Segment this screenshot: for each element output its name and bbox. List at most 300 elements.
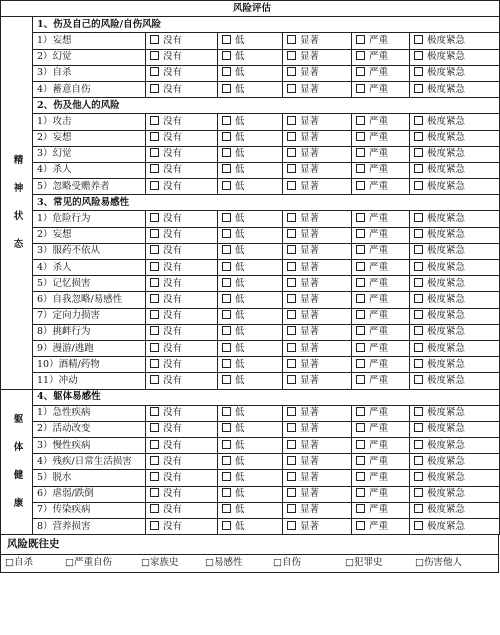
rating-option-cell[interactable]	[352, 162, 410, 178]
checkbox[interactable]	[222, 67, 231, 76]
rating-option-cell[interactable]	[410, 292, 500, 308]
rating-option-cell[interactable]	[352, 146, 410, 162]
checkbox[interactable]	[287, 294, 296, 303]
checkbox[interactable]	[150, 423, 159, 432]
rating-option-cell[interactable]	[146, 340, 218, 356]
checkbox[interactable]	[222, 278, 231, 287]
rating-option-cell[interactable]	[283, 49, 352, 65]
physical-health-label	[1, 389, 33, 535]
rating-option-cell[interactable]	[410, 340, 500, 356]
checkbox[interactable]	[287, 440, 296, 449]
checkbox[interactable]	[414, 132, 423, 141]
checkbox[interactable]	[414, 262, 423, 271]
checkbox[interactable]	[222, 116, 231, 125]
checkbox[interactable]	[414, 423, 423, 432]
rating-option-cell[interactable]	[218, 502, 283, 518]
rating-option-label: 没有	[163, 342, 183, 354]
checkbox[interactable]	[222, 229, 231, 238]
rating-option-cell[interactable]	[410, 49, 500, 65]
checkbox[interactable]	[356, 423, 365, 432]
checkbox[interactable]	[150, 440, 159, 449]
rating-option-cell[interactable]	[146, 421, 218, 437]
rating-option-cell[interactable]	[410, 373, 500, 389]
rating-option-label: 严重	[369, 439, 389, 451]
checkbox[interactable]	[287, 245, 296, 254]
checkbox[interactable]	[287, 472, 296, 481]
rating-option-cell[interactable]	[218, 470, 283, 486]
checkbox[interactable]	[150, 164, 159, 173]
checkbox[interactable]	[222, 343, 231, 352]
checkbox[interactable]	[356, 213, 365, 222]
rating-option-cell[interactable]	[352, 276, 410, 292]
rating-option-cell[interactable]	[283, 340, 352, 356]
risk-item-label: 4）杀人	[33, 162, 146, 178]
checkbox[interactable]	[287, 132, 296, 141]
rating-option-cell[interactable]	[352, 340, 410, 356]
checkbox[interactable]	[287, 148, 296, 157]
checkbox[interactable]	[222, 245, 231, 254]
checkbox[interactable]	[356, 504, 365, 513]
rating-option-cell[interactable]	[218, 276, 283, 292]
checkbox[interactable]	[222, 472, 231, 481]
rating-option-cell[interactable]	[283, 308, 352, 324]
checkbox[interactable]	[356, 262, 365, 271]
rating-option-cell[interactable]	[218, 438, 283, 454]
checkbox[interactable]	[287, 51, 296, 60]
checkbox[interactable]	[150, 67, 159, 76]
risk-item-row	[1, 33, 500, 49]
rating-option-cell[interactable]	[410, 502, 500, 518]
checkbox[interactable]	[150, 229, 159, 238]
history-option[interactable]: □严重自伤	[65, 557, 112, 569]
rating-option-cell[interactable]	[218, 292, 283, 308]
risk-item-row	[1, 438, 500, 454]
rating-option-cell[interactable]	[352, 470, 410, 486]
checkbox[interactable]	[150, 116, 159, 125]
rating-option-cell[interactable]	[410, 162, 500, 178]
checkbox[interactable]	[222, 181, 231, 190]
checkbox[interactable]	[356, 294, 365, 303]
checkbox[interactable]	[356, 51, 365, 60]
checkbox[interactable]	[414, 164, 423, 173]
rating-option-cell[interactable]	[352, 373, 410, 389]
checkbox[interactable]	[222, 375, 231, 384]
rating-option-cell[interactable]	[410, 227, 500, 243]
checkbox[interactable]	[150, 375, 159, 384]
rating-option-cell[interactable]	[218, 179, 283, 195]
rating-option-cell[interactable]	[410, 260, 500, 276]
checkbox[interactable]	[356, 456, 365, 465]
rating-option-cell[interactable]	[410, 486, 500, 502]
checkbox[interactable]	[287, 116, 296, 125]
checkbox[interactable]	[356, 67, 365, 76]
checkbox[interactable]	[356, 310, 365, 319]
rating-option-cell[interactable]	[283, 438, 352, 454]
rating-option-cell[interactable]	[283, 292, 352, 308]
rating-option-cell[interactable]	[283, 114, 352, 130]
checkbox[interactable]	[356, 245, 365, 254]
checkbox[interactable]	[414, 181, 423, 190]
rating-option-cell[interactable]	[146, 130, 218, 146]
checkbox[interactable]	[150, 278, 159, 287]
rating-option-label: 严重	[369, 455, 389, 467]
rating-option-cell[interactable]	[410, 470, 500, 486]
rating-option-cell[interactable]	[218, 260, 283, 276]
rating-option-cell[interactable]	[218, 65, 283, 81]
rating-option-label: 低	[235, 245, 245, 257]
checkbox[interactable]	[287, 375, 296, 384]
rating-option-cell[interactable]	[146, 243, 218, 259]
rating-option-cell[interactable]	[352, 324, 410, 340]
checkbox[interactable]	[356, 148, 365, 157]
checkbox[interactable]	[356, 181, 365, 190]
checkbox[interactable]	[414, 278, 423, 287]
rating-option-cell[interactable]	[352, 243, 410, 259]
rating-option-cell[interactable]	[410, 357, 500, 373]
checkbox[interactable]	[222, 35, 231, 44]
rating-option-cell[interactable]	[146, 292, 218, 308]
checkbox[interactable]	[287, 84, 296, 93]
checkbox[interactable]	[222, 132, 231, 141]
rating-option-cell[interactable]	[283, 519, 352, 535]
rating-option-cell[interactable]	[146, 260, 218, 276]
rating-option-cell[interactable]	[352, 211, 410, 227]
history-option[interactable]: □自伤	[273, 557, 301, 569]
checkbox[interactable]	[287, 326, 296, 335]
rating-option-cell[interactable]	[146, 146, 218, 162]
checkbox[interactable]	[356, 488, 365, 497]
checkbox[interactable]	[222, 51, 231, 60]
rating-option-cell[interactable]	[218, 340, 283, 356]
rating-option-cell[interactable]	[146, 502, 218, 518]
rating-option-cell[interactable]	[283, 260, 352, 276]
rating-option-cell[interactable]	[283, 405, 352, 421]
rating-option-cell[interactable]	[352, 519, 410, 535]
checkbox[interactable]	[356, 407, 365, 416]
checkbox[interactable]	[414, 343, 423, 352]
rating-option-cell[interactable]	[146, 438, 218, 454]
history-option[interactable]: □自杀	[5, 557, 33, 569]
checkbox[interactable]	[287, 488, 296, 497]
rating-option-cell[interactable]	[410, 519, 500, 535]
rating-option-cell[interactable]	[146, 519, 218, 535]
checkbox[interactable]	[414, 84, 423, 93]
rating-option-cell[interactable]	[283, 454, 352, 470]
rating-option-cell[interactable]	[146, 324, 218, 340]
checkbox[interactable]	[222, 213, 231, 222]
checkbox[interactable]	[150, 213, 159, 222]
checkbox[interactable]	[414, 359, 423, 368]
rating-option-cell[interactable]	[146, 486, 218, 502]
checkbox[interactable]	[287, 310, 296, 319]
checkbox[interactable]	[150, 262, 159, 271]
checkbox[interactable]	[414, 310, 423, 319]
rating-option-cell[interactable]	[410, 243, 500, 259]
checkbox[interactable]	[150, 84, 159, 93]
checkbox[interactable]	[222, 294, 231, 303]
checkbox[interactable]	[356, 359, 365, 368]
rating-option-cell[interactable]	[146, 405, 218, 421]
checkbox[interactable]	[150, 472, 159, 481]
rating-option-cell[interactable]	[283, 470, 352, 486]
checkbox[interactable]	[287, 164, 296, 173]
rating-option-cell[interactable]	[352, 454, 410, 470]
rating-option-cell[interactable]	[283, 33, 352, 49]
checkbox[interactable]	[150, 407, 159, 416]
checkbox[interactable]	[287, 359, 296, 368]
rating-option-cell[interactable]	[352, 357, 410, 373]
checkbox[interactable]	[150, 51, 159, 60]
rating-option-cell[interactable]	[410, 146, 500, 162]
rating-option-cell[interactable]	[283, 324, 352, 340]
checkbox[interactable]	[414, 245, 423, 254]
rating-option-cell[interactable]	[218, 227, 283, 243]
rating-option-cell[interactable]	[283, 421, 352, 437]
risk-item-label: 11）冲动	[33, 373, 146, 389]
checkbox[interactable]	[414, 294, 423, 303]
rating-option-cell[interactable]	[410, 65, 500, 81]
checkbox[interactable]	[150, 35, 159, 44]
rating-option-cell[interactable]	[146, 357, 218, 373]
rating-option-cell[interactable]	[410, 405, 500, 421]
rating-option-cell[interactable]	[146, 227, 218, 243]
rating-option-cell[interactable]	[410, 421, 500, 437]
rating-option-cell[interactable]	[146, 373, 218, 389]
checkbox[interactable]	[414, 440, 423, 449]
checkbox[interactable]	[287, 35, 296, 44]
rating-option-cell[interactable]	[218, 114, 283, 130]
rating-option-cell[interactable]	[218, 308, 283, 324]
checkbox[interactable]	[222, 488, 231, 497]
history-option[interactable]: □伤害他人	[415, 557, 462, 569]
rating-option-cell[interactable]	[218, 421, 283, 437]
rating-option-cell[interactable]	[218, 373, 283, 389]
checkbox[interactable]	[287, 343, 296, 352]
rating-option-cell[interactable]	[352, 65, 410, 81]
rating-option-cell[interactable]	[146, 81, 218, 97]
history-option[interactable]: □犯罪史	[345, 557, 383, 569]
rating-option-cell[interactable]	[410, 308, 500, 324]
checkbox[interactable]	[150, 343, 159, 352]
rating-option-cell[interactable]	[218, 486, 283, 502]
checkbox[interactable]	[222, 440, 231, 449]
checkbox[interactable]	[150, 245, 159, 254]
checkbox[interactable]	[150, 181, 159, 190]
checkbox[interactable]	[150, 456, 159, 465]
history-option[interactable]: □家族史	[141, 557, 179, 569]
checkbox[interactable]	[150, 310, 159, 319]
rating-option-cell[interactable]	[410, 114, 500, 130]
checkbox[interactable]	[287, 262, 296, 271]
checkbox[interactable]	[222, 326, 231, 335]
checkbox[interactable]	[287, 423, 296, 432]
checkbox[interactable]	[414, 116, 423, 125]
rating-option-cell[interactable]	[146, 49, 218, 65]
checkbox[interactable]	[414, 229, 423, 238]
checkbox[interactable]	[287, 213, 296, 222]
checkbox[interactable]	[356, 132, 365, 141]
checkbox[interactable]	[356, 521, 365, 530]
rating-option-cell[interactable]	[146, 308, 218, 324]
checkbox[interactable]	[287, 181, 296, 190]
checkbox[interactable]	[356, 229, 365, 238]
rating-option-cell[interactable]	[218, 405, 283, 421]
checkbox[interactable]	[414, 472, 423, 481]
rating-option-cell[interactable]	[352, 260, 410, 276]
checkbox[interactable]	[356, 35, 365, 44]
checkbox[interactable]	[414, 456, 423, 465]
rating-option-cell[interactable]	[218, 211, 283, 227]
rating-option-cell[interactable]	[283, 227, 352, 243]
checkbox[interactable]	[222, 359, 231, 368]
rating-option-cell[interactable]	[218, 454, 283, 470]
rating-option-cell[interactable]	[352, 421, 410, 437]
rating-option-cell[interactable]	[283, 276, 352, 292]
checkbox[interactable]	[356, 375, 365, 384]
rating-option-cell[interactable]	[352, 486, 410, 502]
rating-option-cell[interactable]	[218, 519, 283, 535]
checkbox[interactable]	[222, 148, 231, 157]
rating-option-cell[interactable]	[218, 33, 283, 49]
rating-option-cell[interactable]	[352, 49, 410, 65]
rating-option-cell[interactable]	[410, 179, 500, 195]
rating-option-cell[interactable]	[146, 114, 218, 130]
rating-option-cell[interactable]	[410, 211, 500, 227]
rating-option-cell[interactable]	[352, 114, 410, 130]
rating-option-cell[interactable]	[283, 65, 352, 81]
checkbox[interactable]	[356, 278, 365, 287]
rating-option-cell[interactable]	[283, 211, 352, 227]
rating-option-cell[interactable]	[283, 486, 352, 502]
checkbox[interactable]	[150, 294, 159, 303]
rating-option-cell[interactable]	[283, 179, 352, 195]
rating-option-cell[interactable]	[410, 324, 500, 340]
checkbox[interactable]	[356, 440, 365, 449]
rating-option-cell[interactable]	[283, 162, 352, 178]
rating-option-cell[interactable]	[352, 130, 410, 146]
checkbox[interactable]	[150, 359, 159, 368]
checkbox[interactable]	[356, 326, 365, 335]
rating-option-cell[interactable]	[352, 308, 410, 324]
checkbox[interactable]	[356, 116, 365, 125]
checkbox[interactable]	[222, 456, 231, 465]
rating-option-cell[interactable]	[410, 454, 500, 470]
checkbox[interactable]	[356, 343, 365, 352]
checkbox[interactable]	[414, 407, 423, 416]
rating-option-label: 显著	[300, 229, 320, 241]
rating-option-cell[interactable]	[218, 81, 283, 97]
rating-option-cell[interactable]	[283, 373, 352, 389]
checkbox[interactable]	[287, 504, 296, 513]
rating-option-cell[interactable]	[410, 276, 500, 292]
rating-option-label: 低	[235, 504, 245, 516]
checkbox[interactable]	[287, 278, 296, 287]
rating-option-cell[interactable]	[146, 179, 218, 195]
checkbox[interactable]	[150, 148, 159, 157]
checkbox[interactable]	[150, 521, 159, 530]
rating-option-cell[interactable]	[218, 324, 283, 340]
rating-option-cell[interactable]	[352, 502, 410, 518]
checkbox[interactable]	[414, 326, 423, 335]
checkbox[interactable]	[222, 310, 231, 319]
checkbox[interactable]	[287, 456, 296, 465]
rating-option-cell[interactable]	[218, 49, 283, 65]
rating-option-cell[interactable]	[283, 502, 352, 518]
checkbox[interactable]	[222, 262, 231, 271]
rating-option-cell[interactable]	[146, 162, 218, 178]
rating-option-cell[interactable]	[410, 33, 500, 49]
history-option[interactable]: □易感性	[205, 557, 243, 569]
checkbox[interactable]	[414, 35, 423, 44]
rating-option-cell[interactable]	[283, 146, 352, 162]
checkbox[interactable]	[287, 407, 296, 416]
rating-option-cell[interactable]	[218, 357, 283, 373]
rating-option-cell[interactable]	[410, 438, 500, 454]
rating-option-cell[interactable]	[352, 81, 410, 97]
checkbox[interactable]	[222, 521, 231, 530]
checkbox[interactable]	[287, 67, 296, 76]
rating-option-cell[interactable]	[352, 179, 410, 195]
rating-option-cell[interactable]	[352, 227, 410, 243]
checkbox[interactable]	[222, 164, 231, 173]
checkbox[interactable]	[414, 488, 423, 497]
rating-option-cell[interactable]	[283, 130, 352, 146]
checkbox[interactable]	[414, 375, 423, 384]
checkbox[interactable]	[150, 504, 159, 513]
rating-option-cell[interactable]	[410, 130, 500, 146]
rating-option-cell[interactable]	[218, 162, 283, 178]
checkbox[interactable]	[356, 472, 365, 481]
checkbox[interactable]	[150, 326, 159, 335]
rating-option-cell[interactable]	[218, 243, 283, 259]
checkbox[interactable]	[150, 488, 159, 497]
rating-option-label: 极度紧急	[427, 83, 466, 95]
checkbox[interactable]	[414, 51, 423, 60]
rating-option-cell[interactable]	[283, 81, 352, 97]
checkbox[interactable]	[414, 521, 423, 530]
checkbox[interactable]	[222, 84, 231, 93]
rating-option-cell[interactable]	[283, 243, 352, 259]
rating-option-cell[interactable]	[146, 33, 218, 49]
rating-option-cell[interactable]	[218, 130, 283, 146]
rating-option-cell[interactable]	[146, 454, 218, 470]
checkbox[interactable]	[356, 164, 365, 173]
checkbox[interactable]	[287, 521, 296, 530]
rating-option-cell[interactable]	[352, 33, 410, 49]
rating-option-cell[interactable]	[352, 405, 410, 421]
rating-option-cell[interactable]	[218, 146, 283, 162]
section-title: 2、伤及他人的风险	[33, 98, 500, 114]
checkbox[interactable]	[414, 148, 423, 157]
checkbox[interactable]	[222, 504, 231, 513]
checkbox[interactable]	[222, 423, 231, 432]
rating-option-cell[interactable]	[352, 438, 410, 454]
checkbox[interactable]	[222, 407, 231, 416]
rating-option-cell[interactable]	[146, 276, 218, 292]
checkbox[interactable]	[356, 84, 365, 93]
checkbox[interactable]	[287, 229, 296, 238]
rating-option-cell[interactable]	[410, 81, 500, 97]
checkbox[interactable]	[414, 213, 423, 222]
checkbox[interactable]	[414, 67, 423, 76]
rating-option-cell[interactable]	[146, 65, 218, 81]
rating-option-cell[interactable]	[283, 357, 352, 373]
rating-option-cell[interactable]	[352, 292, 410, 308]
checkbox[interactable]	[150, 132, 159, 141]
rating-option-cell[interactable]	[146, 470, 218, 486]
checkbox[interactable]	[414, 504, 423, 513]
rating-option-cell[interactable]	[146, 211, 218, 227]
